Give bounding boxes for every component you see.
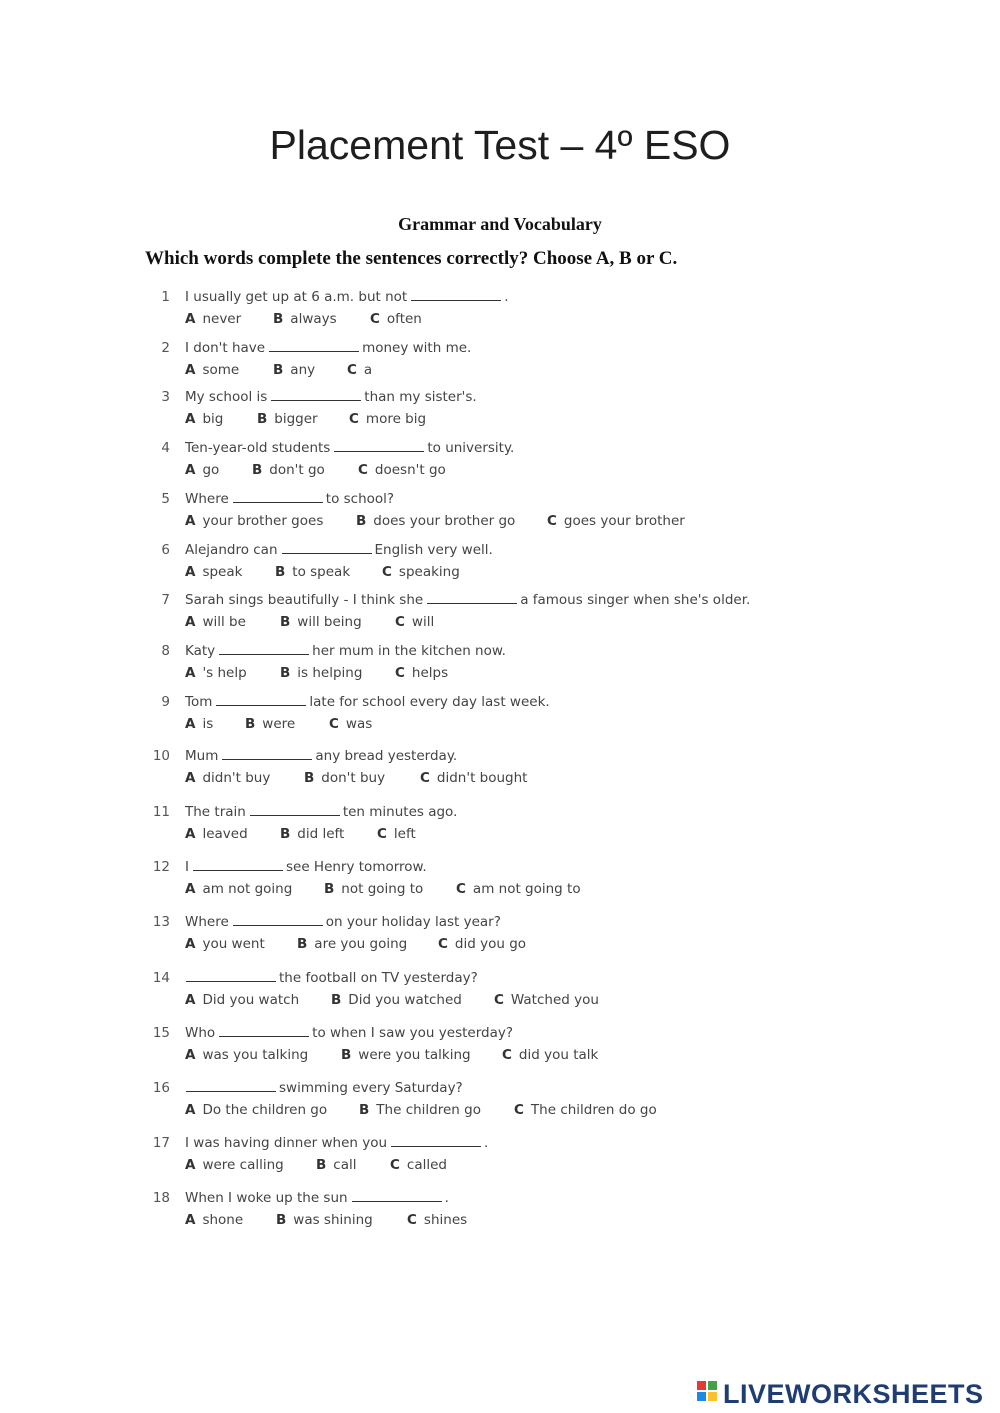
stem-after: swimming every Saturday? — [279, 1080, 463, 1096]
option-text: The children go — [376, 1102, 481, 1118]
option-letter: B — [245, 716, 256, 732]
stem-after: . — [484, 1135, 489, 1151]
option-text: shines — [423, 1212, 468, 1228]
option-letter: A — [185, 1047, 196, 1063]
option-a[interactable] — [185, 564, 242, 580]
question-stem — [185, 694, 550, 710]
option-text: call — [333, 1157, 357, 1173]
stem-after: any bread yesterday. — [315, 748, 458, 764]
option-text: did you go — [454, 936, 527, 952]
stem-before: Where — [185, 914, 229, 930]
option-letter: B — [304, 770, 315, 786]
question-number: 2 — [161, 340, 170, 356]
option-letter: B — [280, 614, 291, 630]
question-stem — [185, 1025, 513, 1041]
answer-blank[interactable] — [271, 389, 361, 401]
stem-after: . — [504, 289, 509, 305]
option-a[interactable] — [185, 311, 241, 327]
question-number: 17 — [152, 1135, 170, 1151]
stem-after: ten minutes ago. — [342, 804, 458, 820]
option-text: never — [202, 311, 242, 327]
option-text: was you talking — [202, 1047, 309, 1063]
stem-after: to school? — [325, 491, 395, 507]
question-stem — [185, 1080, 463, 1096]
option-letter: C — [514, 1102, 524, 1118]
option-b[interactable] — [280, 665, 362, 681]
option-letter: B — [280, 665, 291, 681]
option-a[interactable] — [185, 665, 247, 681]
stem-before: Ten-year-old students — [185, 440, 331, 456]
answer-blank[interactable] — [391, 1135, 481, 1147]
question-number: 18 — [152, 1190, 170, 1206]
option-a[interactable] — [185, 362, 239, 378]
question-stem — [185, 542, 493, 558]
option-letter: A — [185, 311, 196, 327]
option-text: Watched you — [510, 992, 599, 1008]
option-text: helps — [411, 665, 449, 681]
option-text: did left — [297, 826, 345, 842]
option-letter: B — [324, 881, 335, 897]
stem-after: on your holiday last year? — [325, 914, 501, 930]
option-c[interactable] — [382, 564, 460, 580]
option-c[interactable] — [395, 665, 448, 681]
option-letter: A — [185, 770, 196, 786]
option-text: was — [345, 716, 373, 732]
option-text: left — [393, 826, 416, 842]
option-c[interactable] — [547, 513, 685, 529]
question-number: 8 — [161, 643, 170, 659]
question-stem — [185, 1190, 449, 1206]
option-b[interactable] — [280, 614, 362, 630]
option-text: 's help — [202, 665, 247, 681]
option-letter: C — [547, 513, 557, 529]
option-c[interactable] — [358, 462, 446, 478]
option-text: to speak — [292, 564, 351, 580]
answer-blank[interactable] — [216, 694, 306, 706]
option-letter: B — [257, 411, 268, 427]
option-c[interactable] — [349, 411, 426, 427]
option-c[interactable] — [494, 992, 599, 1008]
option-c[interactable] — [502, 1047, 598, 1063]
stem-before: I usually get up at 6 a.m. but not — [185, 289, 408, 305]
question-number: 11 — [152, 804, 170, 820]
option-letter: C — [502, 1047, 512, 1063]
answer-blank[interactable] — [233, 491, 323, 503]
question-number: 6 — [161, 542, 170, 558]
question-number: 13 — [152, 914, 170, 930]
stem-after: late for school every day last week. — [309, 694, 550, 710]
option-text: big — [202, 411, 224, 427]
stem-before: Katy — [185, 643, 216, 659]
question-stem — [185, 340, 471, 356]
option-b[interactable] — [316, 1157, 357, 1173]
answer-blank[interactable] — [222, 748, 312, 760]
question-number: 5 — [161, 491, 170, 507]
option-letter: A — [185, 462, 196, 478]
answer-blank[interactable] — [250, 804, 340, 816]
answer-blank[interactable] — [186, 970, 276, 982]
option-letter: C — [438, 936, 448, 952]
question-number: 7 — [161, 592, 170, 608]
option-c[interactable] — [438, 936, 526, 952]
question-stem — [185, 389, 477, 405]
answer-blank[interactable] — [269, 340, 359, 352]
option-letter: B — [297, 936, 308, 952]
question-stem — [185, 643, 506, 659]
stem-before: Tom — [185, 694, 213, 710]
option-letter: A — [185, 1212, 196, 1228]
instructions: Which words complete the sentences correctly? Choose A, B or C. — [145, 248, 678, 269]
stem-before: Alejandro can — [185, 542, 278, 558]
option-letter: A — [185, 1157, 196, 1173]
option-c[interactable] — [347, 362, 372, 378]
option-a[interactable] — [185, 881, 292, 897]
option-b[interactable] — [276, 1212, 373, 1228]
stem-before: Sarah sings beautifully - I think she — [185, 592, 424, 608]
option-text: was shining — [293, 1212, 373, 1228]
option-letter: B — [356, 513, 367, 529]
answer-blank[interactable] — [411, 289, 501, 301]
option-text: bigger — [274, 411, 318, 427]
option-text: were you talking — [358, 1047, 471, 1063]
option-b[interactable] — [273, 311, 337, 327]
option-letter: C — [349, 411, 359, 427]
option-text: goes your brother — [563, 513, 685, 529]
question-stem — [185, 592, 750, 608]
question-stem — [185, 859, 427, 875]
option-a[interactable] — [185, 1047, 308, 1063]
option-letter: A — [185, 716, 196, 732]
option-b[interactable] — [252, 462, 325, 478]
option-text: often — [386, 311, 422, 327]
option-letter: C — [390, 1157, 400, 1173]
option-text: any — [290, 362, 316, 378]
answer-blank[interactable] — [334, 440, 424, 452]
stem-before: I was having dinner when you — [185, 1135, 388, 1151]
answer-blank[interactable] — [352, 1190, 442, 1202]
option-text: speaking — [398, 564, 460, 580]
option-text: your brother goes — [202, 513, 324, 529]
option-letter: A — [185, 513, 196, 529]
option-b[interactable] — [356, 513, 515, 529]
option-letter: B — [273, 311, 284, 327]
answer-blank[interactable] — [233, 914, 323, 926]
stem-before: Where — [185, 491, 229, 507]
question-stem — [185, 804, 457, 820]
option-text: go — [202, 462, 220, 478]
option-letter: C — [329, 716, 339, 732]
option-a[interactable] — [185, 411, 223, 427]
option-text: leaved — [202, 826, 248, 842]
option-letter: A — [185, 826, 196, 842]
stem-after: to university. — [427, 440, 515, 456]
answer-blank[interactable] — [219, 643, 309, 655]
option-letter: C — [395, 614, 405, 630]
question-stem — [185, 440, 514, 456]
question-number: 4 — [161, 440, 170, 456]
option-b[interactable] — [324, 881, 423, 897]
option-a[interactable] — [185, 770, 270, 786]
question-stem — [185, 914, 501, 930]
option-b[interactable] — [341, 1047, 471, 1063]
option-c[interactable] — [377, 826, 416, 842]
option-text: does your brother go — [373, 513, 516, 529]
option-c[interactable] — [456, 881, 581, 897]
option-c[interactable] — [370, 311, 422, 327]
option-letter: C — [494, 992, 504, 1008]
section-heading: Grammar and Vocabulary — [398, 214, 602, 234]
option-letter: C — [420, 770, 430, 786]
option-letter: B — [359, 1102, 370, 1118]
stem-after: her mum in the kitchen now. — [312, 643, 506, 659]
question-number: 16 — [152, 1080, 170, 1096]
option-text: Did you watch — [202, 992, 300, 1008]
answer-blank[interactable] — [219, 1025, 309, 1037]
option-letter: A — [185, 411, 196, 427]
option-letter: B — [275, 564, 286, 580]
option-letter: B — [280, 826, 291, 842]
option-text: Do the children go — [202, 1102, 328, 1118]
option-text: doesn't go — [374, 462, 446, 478]
option-text: is helping — [297, 665, 363, 681]
option-letter: A — [185, 936, 196, 952]
option-letter: B — [341, 1047, 352, 1063]
stem-after: the football on TV yesterday? — [279, 970, 478, 986]
option-text: you went — [202, 936, 265, 952]
option-c[interactable] — [514, 1102, 657, 1118]
stem-after: a famous singer when she's older. — [520, 592, 751, 608]
option-a[interactable] — [185, 1157, 284, 1173]
option-text: more big — [365, 411, 427, 427]
option-text: am not going — [202, 881, 293, 897]
option-text: not going to — [341, 881, 424, 897]
answer-blank[interactable] — [282, 542, 372, 554]
option-letter: A — [185, 992, 196, 1008]
question-stem — [185, 748, 457, 764]
option-text: a — [363, 362, 373, 378]
question-number: 9 — [161, 694, 170, 710]
option-b[interactable] — [297, 936, 407, 952]
option-a[interactable] — [185, 826, 248, 842]
stem-after: English very well. — [374, 542, 493, 558]
stem-after: . — [444, 1190, 449, 1206]
liveworksheets-logo — [697, 1378, 984, 1410]
logo-icon — [697, 1381, 719, 1407]
option-a[interactable] — [185, 992, 299, 1008]
option-text: always — [290, 311, 337, 327]
option-letter: A — [185, 614, 196, 630]
logo-text: LIVEWORKSHEETS — [723, 1378, 984, 1409]
option-a[interactable] — [185, 513, 323, 529]
stem-before: Who — [185, 1025, 216, 1041]
option-b[interactable] — [304, 770, 385, 786]
question-stem — [185, 970, 478, 986]
option-letter: C — [358, 462, 368, 478]
option-a[interactable] — [185, 614, 246, 630]
option-letter: C — [347, 362, 357, 378]
question-stem — [185, 1135, 488, 1151]
question-number: 15 — [152, 1025, 170, 1041]
option-text: will be — [202, 614, 246, 630]
option-letter: A — [185, 665, 196, 681]
option-a[interactable] — [185, 936, 265, 952]
option-text: The children do go — [530, 1102, 657, 1118]
option-b[interactable] — [359, 1102, 481, 1118]
option-text: Did you watched — [348, 992, 462, 1008]
option-b[interactable] — [280, 826, 344, 842]
option-c[interactable] — [420, 770, 527, 786]
option-text: were — [262, 716, 296, 732]
option-letter: A — [185, 881, 196, 897]
question-number: 3 — [161, 389, 170, 405]
question-number: 14 — [152, 970, 170, 986]
option-text: is — [202, 716, 214, 732]
option-text: shone — [202, 1212, 244, 1228]
option-letter: C — [407, 1212, 417, 1228]
stem-before: My school is — [185, 389, 268, 405]
option-c[interactable] — [390, 1157, 447, 1173]
answer-blank[interactable] — [427, 592, 517, 604]
option-text: speak — [202, 564, 243, 580]
stem-before: The train — [185, 804, 246, 820]
option-b[interactable] — [245, 716, 295, 732]
question-number: 12 — [152, 859, 170, 875]
option-a[interactable] — [185, 1212, 243, 1228]
stem-after: to when I saw you yesterday? — [312, 1025, 514, 1041]
option-letter: C — [395, 665, 405, 681]
option-text: did you talk — [518, 1047, 599, 1063]
stem-after: than my sister's. — [364, 389, 477, 405]
option-a[interactable] — [185, 1102, 327, 1118]
option-text: don't go — [269, 462, 325, 478]
option-letter: A — [185, 362, 196, 378]
question-stem — [185, 491, 394, 507]
option-text: didn't buy — [202, 770, 271, 786]
option-text: am not going to — [472, 881, 581, 897]
option-letter: B — [276, 1212, 287, 1228]
option-letter: C — [456, 881, 466, 897]
page-title: Placement Test – 4º ESO — [269, 122, 731, 168]
stem-after: see Henry tomorrow. — [285, 859, 427, 875]
option-text: are you going — [314, 936, 408, 952]
option-a[interactable] — [185, 716, 213, 732]
option-text: don't buy — [321, 770, 386, 786]
option-c[interactable] — [407, 1212, 467, 1228]
option-text: will — [411, 614, 435, 630]
option-letter: B — [252, 462, 263, 478]
option-text: some — [202, 362, 240, 378]
option-a[interactable] — [185, 462, 219, 478]
option-text: will being — [297, 614, 362, 630]
option-text: didn't bought — [436, 770, 528, 786]
stem-before: When I woke up the sun — [185, 1190, 348, 1206]
answer-blank[interactable] — [186, 1080, 276, 1092]
option-text: called — [406, 1157, 447, 1173]
stem-after: money with me. — [362, 340, 472, 356]
stem-before: I don't have — [185, 340, 266, 356]
option-b[interactable] — [257, 411, 318, 427]
option-b[interactable] — [275, 564, 350, 580]
option-c[interactable] — [395, 614, 434, 630]
option-letter: A — [185, 1102, 196, 1118]
option-letter: C — [382, 564, 392, 580]
question-number: 10 — [152, 748, 170, 764]
option-text: were calling — [202, 1157, 284, 1173]
option-c[interactable] — [329, 716, 372, 732]
stem-before: I — [185, 859, 189, 875]
option-b[interactable] — [331, 992, 462, 1008]
question-number: 1 — [161, 289, 170, 305]
option-letter: B — [331, 992, 342, 1008]
option-b[interactable] — [273, 362, 315, 378]
stem-before: Mum — [185, 748, 219, 764]
option-letter: B — [273, 362, 284, 378]
answer-blank[interactable] — [193, 859, 283, 871]
option-letter: B — [316, 1157, 327, 1173]
option-letter: A — [185, 564, 196, 580]
question-stem — [185, 289, 509, 305]
option-letter: C — [377, 826, 387, 842]
option-letter: C — [370, 311, 380, 327]
